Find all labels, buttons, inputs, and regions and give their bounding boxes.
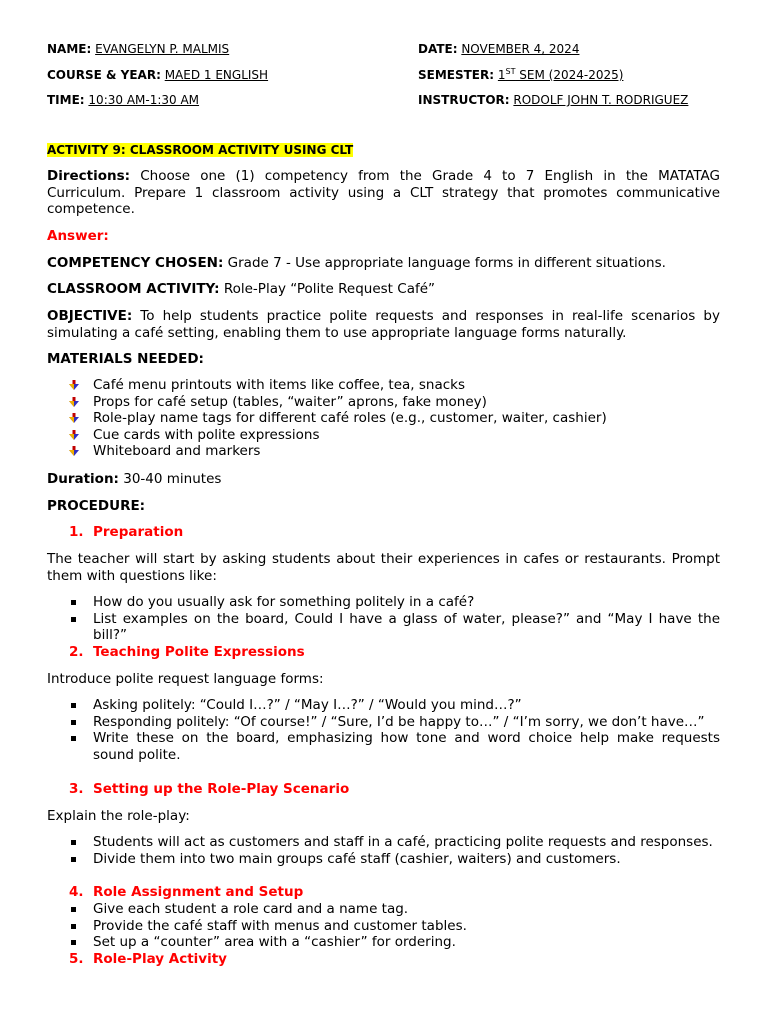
arrow-down-bullet-icon [69, 397, 79, 408]
list-item: Give each student a role card and a name tag. [47, 901, 720, 918]
time-label: TIME: [47, 93, 85, 107]
instructor-field [418, 93, 688, 107]
instructor-value: RODOLF JOHN T. RODRIGUEZ [513, 93, 689, 107]
square-bullet-icon [71, 617, 76, 622]
arrow-down-bullet-icon [69, 446, 79, 457]
role-assignment-list [47, 901, 720, 951]
list-item: Café menu printouts with items like coffee, tea, snacks [47, 377, 720, 394]
name-value: EVANGELYN P. MALMIS [95, 42, 230, 56]
list-item: Role-play name tags for different café roles (e.g., customer, waiter, cashier) [47, 410, 720, 427]
square-bullet-icon [71, 840, 76, 845]
answer-label: Answer: [47, 228, 109, 244]
list-item: How do you usually ask for something politely in a café? [47, 594, 720, 611]
date-label: DATE: [418, 42, 458, 56]
semester-value: 1ST SEM (2024-2025) [497, 67, 624, 82]
instructor-label: INSTRUCTOR: [418, 93, 510, 107]
list-item: Props for café setup (tables, “waiter” aprons, fake money) [47, 394, 720, 411]
preparation-paragraph: The teacher will start by asking students about their experiences in cafes or restaurants. Prompt them with questions like: [47, 551, 720, 584]
answer-row [47, 228, 720, 245]
duration-text: 30-40 minutes [118, 471, 222, 487]
square-bullet-icon [71, 924, 76, 929]
objective-text: To help students practice polite requests and responses in real-life scenarios by simulating a café setting, enabling them to use appropriate language forms naturally. [47, 308, 720, 341]
square-bullet-icon [71, 720, 76, 725]
directions-label: Directions: [47, 168, 131, 184]
semester-field [418, 68, 623, 82]
time-field [47, 93, 199, 107]
directions-paragraph [47, 168, 720, 218]
square-bullet-icon [71, 940, 76, 945]
list-item: Cue cards with polite expressions [47, 427, 720, 444]
procedure-heading: PROCEDURE: [47, 498, 146, 514]
list-item: Asking politely: “Could I…?” / “May I…?” / “Would you mind…?” [47, 697, 720, 714]
preparation-list [47, 594, 720, 644]
list-item: Set up a “counter” area with a “cashier” for ordering. [47, 934, 720, 951]
list-item: List examples on the board, Could I have a glass of water, please?” and “May I have the bill?” [47, 611, 720, 644]
arrow-down-bullet-icon [69, 430, 79, 441]
teaching-list [47, 697, 720, 763]
objective-paragraph [47, 308, 720, 341]
duration-label: Duration: [47, 471, 119, 487]
competency-label: COMPETENCY CHOSEN: [47, 255, 224, 271]
activity-title-row [47, 142, 720, 159]
square-bullet-icon [71, 907, 76, 912]
list-item: Divide them into two main groups café staff (cashier, waiters) and customers. [47, 851, 720, 868]
semester-label: SEMESTER: [418, 68, 495, 82]
teaching-paragraph: Introduce polite request language forms: [47, 671, 324, 687]
course-value: MAED 1 ENGLISH [164, 68, 269, 82]
materials-heading: MATERIALS NEEDED: [47, 351, 204, 367]
classroom-activity-text: Role-Play “Polite Request Café” [219, 281, 436, 297]
date-value: NOVEMBER 4, 2024 [461, 42, 580, 56]
arrow-down-bullet-icon [69, 380, 79, 391]
duration-paragraph [47, 471, 720, 488]
arrow-down-bullet-icon [69, 413, 79, 424]
objective-label: OBJECTIVE: [47, 308, 133, 324]
classroom-activity-label: CLASSROOM ACTIVITY: [47, 281, 220, 297]
name-label: NAME: [47, 42, 92, 56]
competency-text: Grade 7 - Use appropriate language forms in different situations. [223, 255, 666, 271]
list-item: Students will act as customers and staff in a café, practicing polite requests and responses. [47, 834, 720, 851]
square-bullet-icon [71, 857, 76, 862]
name-field [47, 42, 229, 56]
date-field [418, 42, 579, 56]
setup-list [47, 834, 720, 867]
course-field [47, 68, 268, 82]
competency-paragraph [47, 255, 720, 272]
setup-paragraph: Explain the role-play: [47, 808, 190, 824]
square-bullet-icon [71, 703, 76, 708]
square-bullet-icon [71, 600, 76, 605]
list-item: Responding politely: “Of course!” / “Sure, I’d be happy to…” / “I’m sorry, we don’t have…” [47, 714, 720, 731]
list-item: Write these on the board, emphasizing how tone and word choice help make requests sound polite. [47, 730, 720, 763]
time-value: 10:30 AM-1:30 AM [88, 93, 200, 107]
list-item: Whiteboard and markers [47, 443, 720, 460]
square-bullet-icon [71, 736, 76, 741]
course-label: COURSE & YEAR: [47, 68, 161, 82]
directions-text: Choose one (1) competency from the Grade 4 to 7 English in the MATATAG Curriculum. Prepare 1 classroom activity using a CLT strategy that promotes communicative competence. [47, 168, 720, 217]
activity-title: ACTIVITY 9: CLASSROOM ACTIVITY USING CLT [47, 143, 354, 157]
materials-list [47, 377, 720, 460]
classroom-activity-paragraph [47, 281, 720, 298]
list-item: Provide the café staff with menus and customer tables. [47, 918, 720, 935]
